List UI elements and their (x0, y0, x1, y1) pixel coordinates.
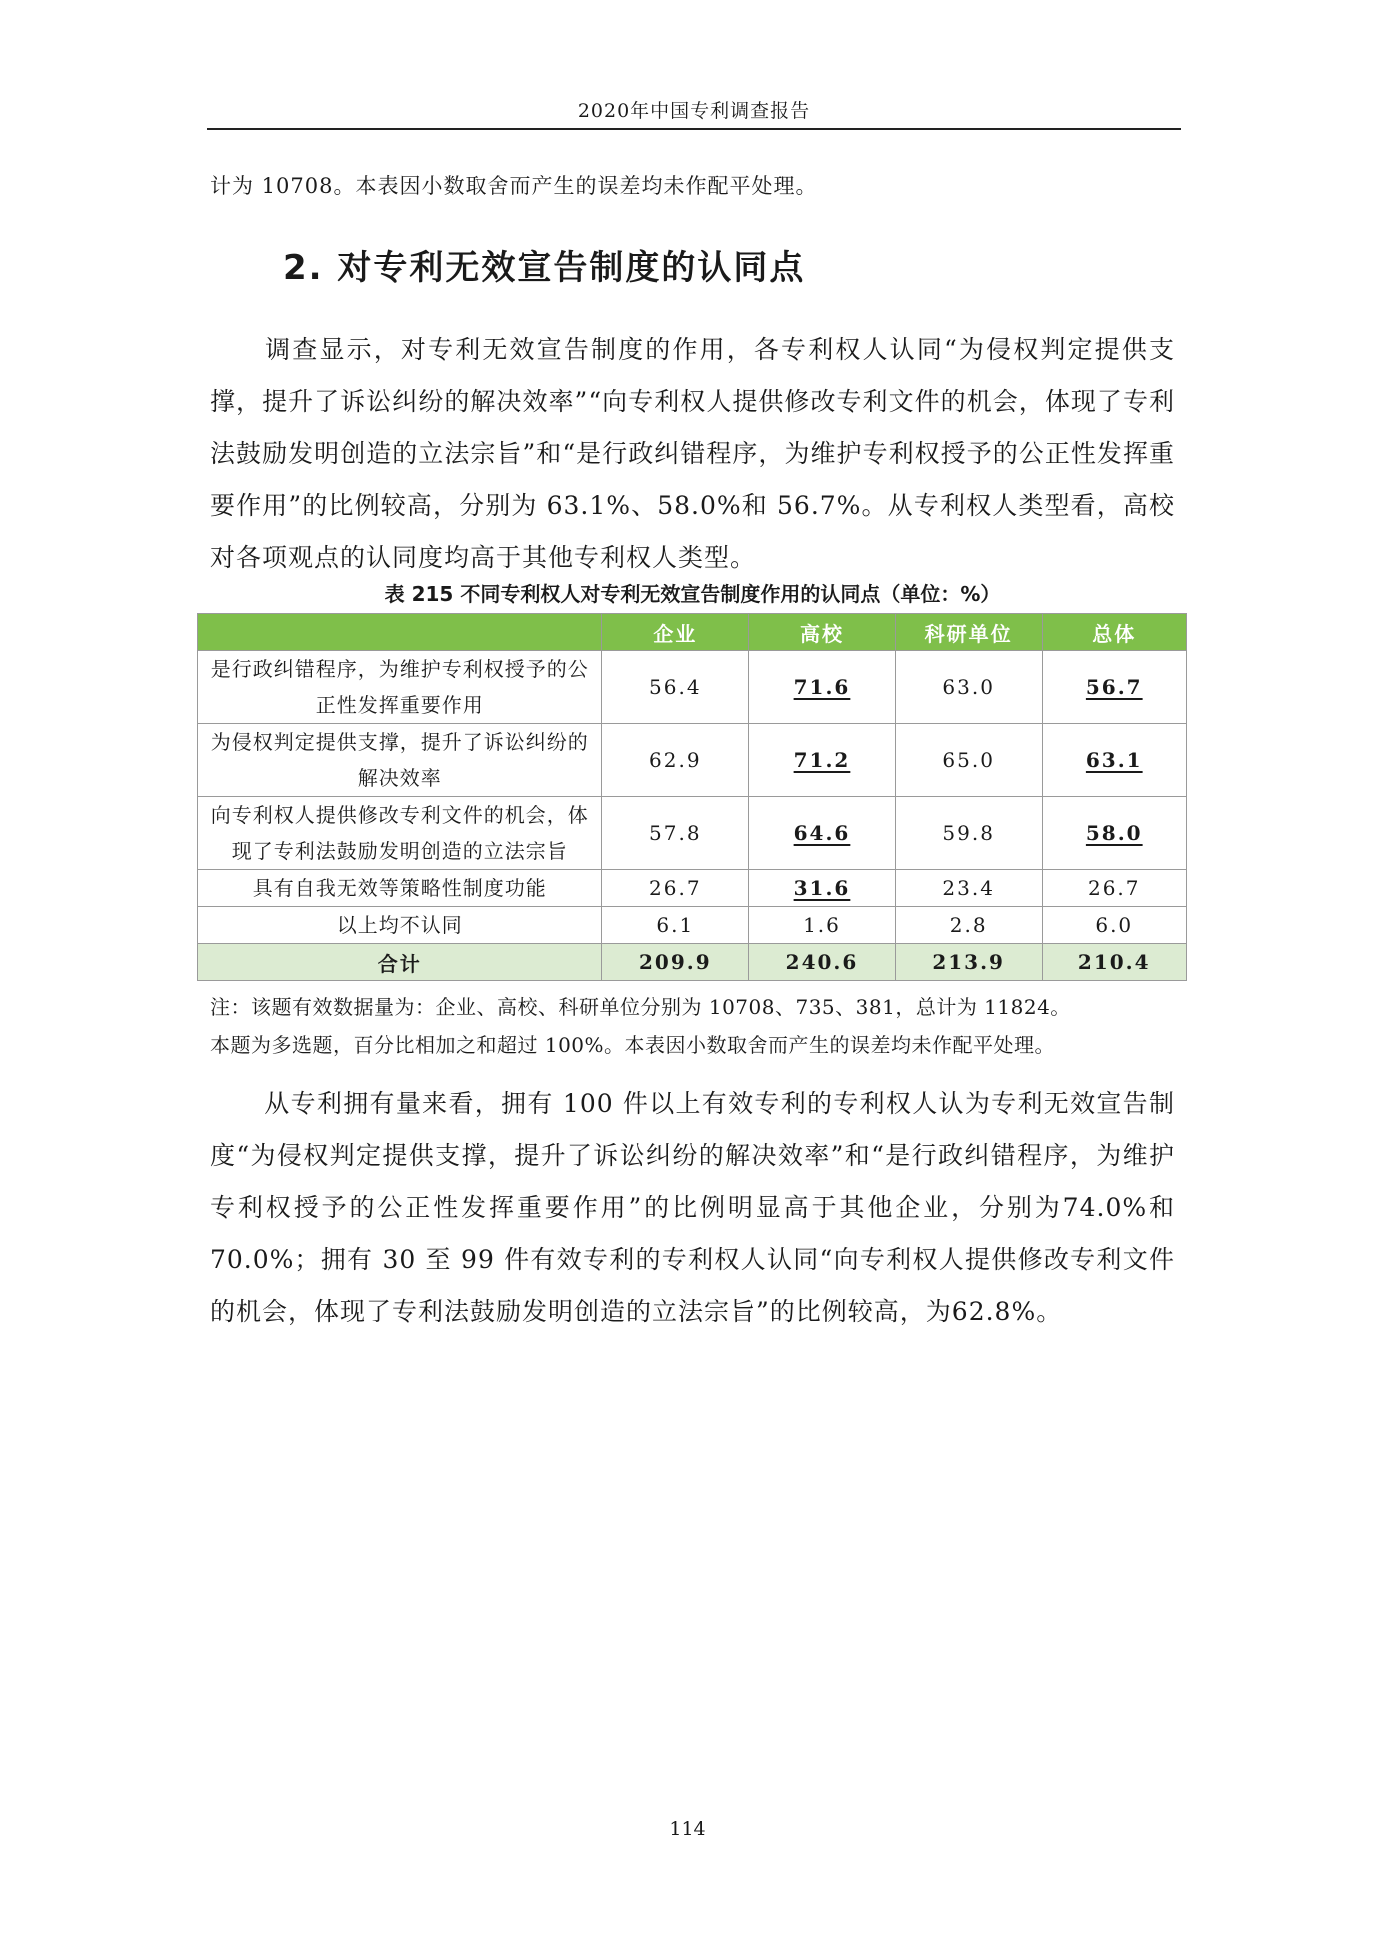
table-total-row (198, 944, 1187, 981)
cell-enterprise: 62.9 (602, 724, 749, 797)
header-rule (207, 128, 1181, 130)
table-row (198, 724, 1187, 797)
continuation-text: 计为 10708。本表因小数取舍而产生的误差均未作配平处理。 (210, 174, 818, 198)
row-label: 是行政纠错程序，为维护专利权授予的公正性发挥重要作用 (198, 651, 602, 724)
cell-university: 31.6 (749, 870, 896, 907)
table-row (198, 907, 1187, 944)
cell-research-institute: 23.4 (895, 870, 1042, 907)
header-cell-enterprise: 企业 (602, 614, 749, 651)
paragraph-ownership-text: 从专利拥有量来看，拥有 100 件以上有效专利的专利权人认为专利无效宣告制度“为侵权判定提供支撑，提升了诉讼纠纷的解决效率”和“是行政纠错程序，为维护专利权授予的公正性发挥重要作用”的比例明显高于其他企业，分别为74.0%和 70.0%；拥有 30 至 99 件有效专利的专利权人认同“向专利权人提供修改专利文件的机会，体现了专利法鼓励发明创造的立法宗旨”的比例较高，为62.8%。 (210, 1089, 1175, 1326)
cell-university: 71.2 (749, 724, 896, 797)
cell-overall: 6.0 (1042, 907, 1187, 944)
total-overall: 210.4 (1042, 944, 1187, 981)
row-label: 向专利权人提供修改专利文件的机会，体现了专利法鼓励发明创造的立法宗旨 (198, 797, 602, 870)
table-note-line-2: 本题为多选题，百分比相加之和超过 100%。本表因小数取舍而产生的误差均未作配平处理。 (210, 1033, 1056, 1057)
running-header: 2020年中国专利调查报告 (577, 100, 811, 122)
table-header-row (198, 614, 1187, 651)
table-note-line-1: 注：该题有效数据量为：企业、高校、科研单位分别为 10708、735、381，总计为 11824。 (210, 995, 1071, 1019)
row-label: 为侵权判定提供支撑，提升了诉讼纠纷的解决效率 (198, 724, 602, 797)
row-label: 以上均不认同 (198, 907, 602, 944)
cell-enterprise: 57.8 (602, 797, 749, 870)
total-enterprise: 209.9 (602, 944, 749, 981)
table-row (198, 651, 1187, 724)
cell-enterprise: 6.1 (602, 907, 749, 944)
table-row (198, 870, 1187, 907)
cell-research-institute: 63.0 (895, 651, 1042, 724)
paragraph-ownership (210, 1078, 1175, 1338)
paragraph-intro-text: 调查显示，对专利无效宣告制度的作用，各专利权人认同“为侵权判定提供支撑，提升了诉讼纠纷的解决效率”“向专利权人提供修改专利文件的机会，体现了专利法鼓励发明创造的立法宗旨”和“是行政纠错程序，为维护专利权授予的公正性发挥重要作用”的比例较高，分别为 63.1%、58.0%和 56.7%。从专利权人类型看，高校对各项观点的认同度均高于其他专利权人类型。 (210, 335, 1175, 572)
cell-university: 64.6 (749, 797, 896, 870)
cell-overall: 56.7 (1042, 651, 1187, 724)
cell-university: 71.6 (749, 651, 896, 724)
table-note (210, 988, 1185, 1064)
cell-research-institute: 59.8 (895, 797, 1042, 870)
section-title: 2. 对专利无效宣告制度的认同点 (283, 248, 806, 288)
table-caption: 表 215 不同专利权人对专利无效宣告制度作用的认同点（单位：%） (384, 582, 1001, 606)
cell-overall: 26.7 (1042, 870, 1187, 907)
header-cell-blank (198, 614, 602, 651)
cell-research-institute: 65.0 (895, 724, 1042, 797)
header-cell-research-institute: 科研单位 (895, 614, 1042, 651)
paragraph-intro (210, 324, 1175, 584)
table-row (198, 797, 1187, 870)
cell-university: 1.6 (749, 907, 896, 944)
cell-enterprise: 26.7 (602, 870, 749, 907)
header-cell-overall: 总体 (1042, 614, 1187, 651)
row-label: 具有自我无效等策略性制度功能 (198, 870, 602, 907)
cell-research-institute: 2.8 (895, 907, 1042, 944)
total-label: 合计 (198, 944, 602, 981)
total-university: 240.6 (749, 944, 896, 981)
page-number: 114 (669, 1818, 706, 1840)
total-research-institute: 213.9 (895, 944, 1042, 981)
cell-enterprise: 56.4 (602, 651, 749, 724)
cell-overall: 63.1 (1042, 724, 1187, 797)
header-cell-university: 高校 (749, 614, 896, 651)
cell-overall: 58.0 (1042, 797, 1187, 870)
data-table (197, 613, 1187, 981)
